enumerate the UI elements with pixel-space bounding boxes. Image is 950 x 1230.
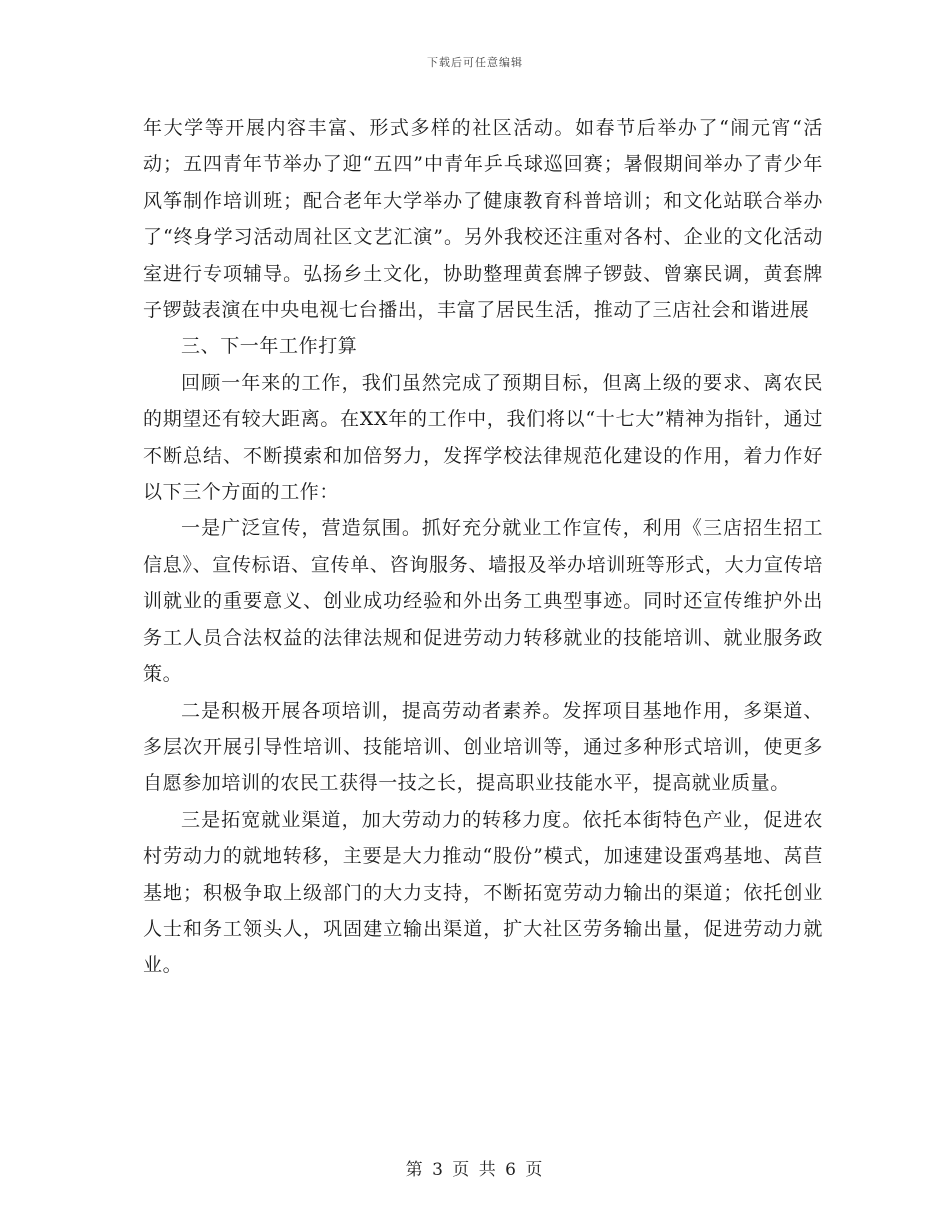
body-paragraph-training: 二是积极开展各项培训，提高劳动者素养。发挥项目基地作用，多渠道、多层次开展引导性培训、技能培训、创业培训等，通过多种形式培训，使更多自愿参加培训的农民工获得一技之长，提高职业技能水平，提高就业质量。 (143, 699, 823, 795)
document-body (143, 110, 823, 984)
page-header-note: 下载后可任意编辑 (427, 56, 523, 69)
body-paragraph-review: 回顾一年来的工作，我们虽然完成了预期目标，但离上级的要求、离农民的期望还有较大距离。在XX年的工作中，我们将以“十七大”精神为指针，通过不断总结、不断摸索和加倍努力，发挥学校法律规范化建设的作用，着力作好以下三个方面的工作： (143, 371, 823, 504)
body-paragraph-employment-channels: 三是拓宽就业渠道，加大劳动力的转移力度。依托本街特色产业，促进农村劳动力的就地转移，主要是大力推动“股份”模式，加速建设蛋鸡基地、莴苣基地；积极争取上级部门的大力支持，不断拓宽劳动力输出的渠道；依托创业人士和务工领头人，巩固建立输出渠道，扩大社区劳务输出量，促进劳动力就业。 (143, 808, 823, 977)
body-paragraph-publicity: 一是广泛宣传，营造氛围。抓好充分就业工作宣传，利用《三店招生招工信息》、宣传标语、宣传单、咨询服务、墙报及举办培训班等形式，大力宣传培训就业的重要意义、创业成功经验和外出务工典型事迹。同时还宣传维护外出务工人员合法权益的法律法规和促进劳动力转移就业的技能培训、就业服务政策。 (143, 517, 823, 686)
page-number: 第 3 页 共 6 页 (405, 1160, 545, 1180)
section-heading-next-year-plan: 三、下一年工作打算 (181, 335, 358, 358)
body-paragraph-continuation: 年大学等开展内容丰富、形式多样的社区活动。如春节后举办了“闹元宵“活动；五四青年节举办了迎“五四”中青年乒乓球巡回赛；暑假期间举办了青少年风筝制作培训班；配合老年大学举办了健康教育科普培训；和文化站联合举办了“终身学习活动周社区文艺汇演”。另外我校还注重对各村、企业的文化活动室进行专项辅导。弘扬乡土文化，协助整理黄套牌子锣鼓、曾寨民调，黄套牌子锣鼓表演在中央电视七台播出，丰富了居民生活，推动了三店社会和谐进展 (143, 117, 823, 322)
